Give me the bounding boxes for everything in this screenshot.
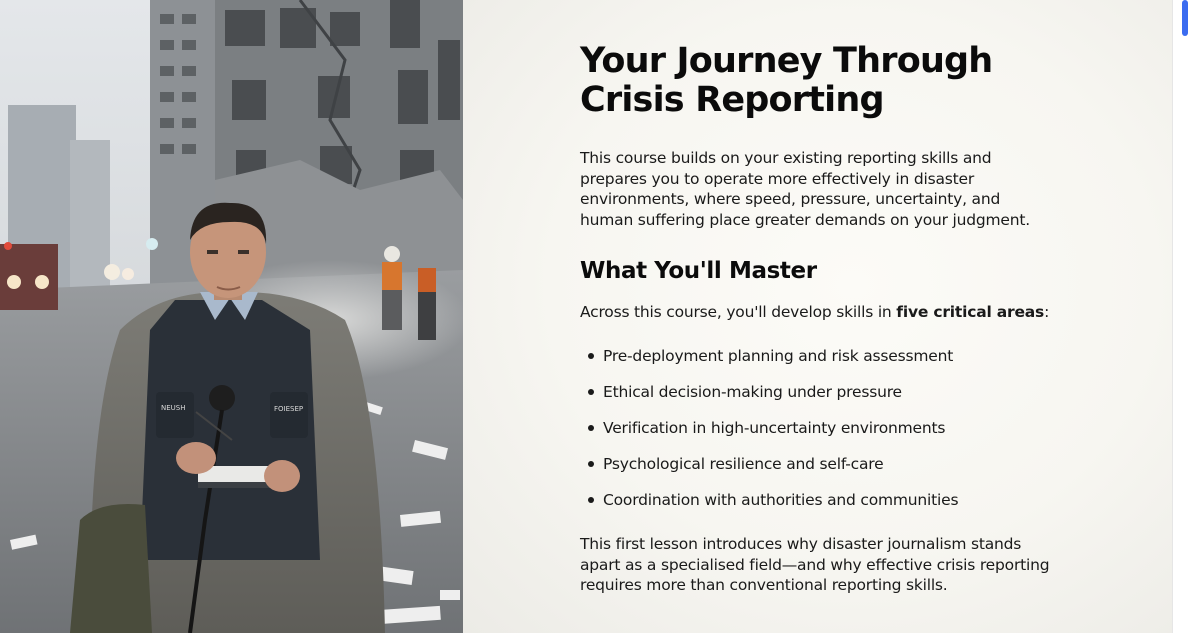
vest-label-right: FOIESEP: [274, 405, 304, 413]
lesson-content: [580, 42, 1050, 596]
lesson-content-panel: [463, 0, 1172, 633]
list-item: [580, 374, 1050, 410]
bullet-icon: [588, 461, 594, 467]
list-item-label: Verification in high-uncertainty environments: [603, 419, 946, 437]
intro-paragraph: This course builds on your existing reporting skills and prepares you to operate more effectively in disaster environments, where speed, pressure, uncertainty, and human suffering place greater demands on your judgment.: [580, 149, 1030, 229]
list-item: [580, 446, 1050, 482]
list-item-label: Ethical decision-making under pressure: [603, 383, 902, 401]
page-title: Your Journey Through Crisis Reporting: [580, 41, 993, 120]
skills-list: [580, 338, 1050, 518]
bullet-icon: [588, 389, 594, 395]
lead-suffix: :: [1044, 303, 1050, 321]
bullet-icon: [588, 497, 594, 503]
lead-paragraph: [580, 302, 1050, 322]
list-item: [580, 482, 1050, 518]
scrollbar-thumb[interactable]: [1182, 0, 1188, 36]
list-item-label: Coordination with authorities and communities: [603, 491, 959, 509]
lead-text: Across this course, you'll develop skills in: [580, 303, 897, 321]
hero-photo: [0, 0, 463, 633]
section-heading: What You'll Master: [580, 258, 817, 284]
lead-emphasis: five critical areas: [896, 303, 1045, 321]
list-item: [580, 338, 1050, 374]
list-item-label: Pre-deployment planning and risk assessment: [603, 347, 954, 365]
journalist-in-disaster-zone-image: [0, 0, 463, 633]
bullet-icon: [588, 425, 594, 431]
vertical-scrollbar[interactable]: [1172, 0, 1200, 633]
vest-label-left: NEUSH: [161, 404, 186, 412]
list-item: [580, 410, 1050, 446]
closing-paragraph: This first lesson introduces why disaster journalism stands apart as a specialised field—and why effective crisis reporting requires more than conventional reporting skills.: [580, 535, 1050, 594]
bullet-icon: [588, 353, 594, 359]
list-item-label: Psychological resilience and self-care: [603, 455, 884, 473]
